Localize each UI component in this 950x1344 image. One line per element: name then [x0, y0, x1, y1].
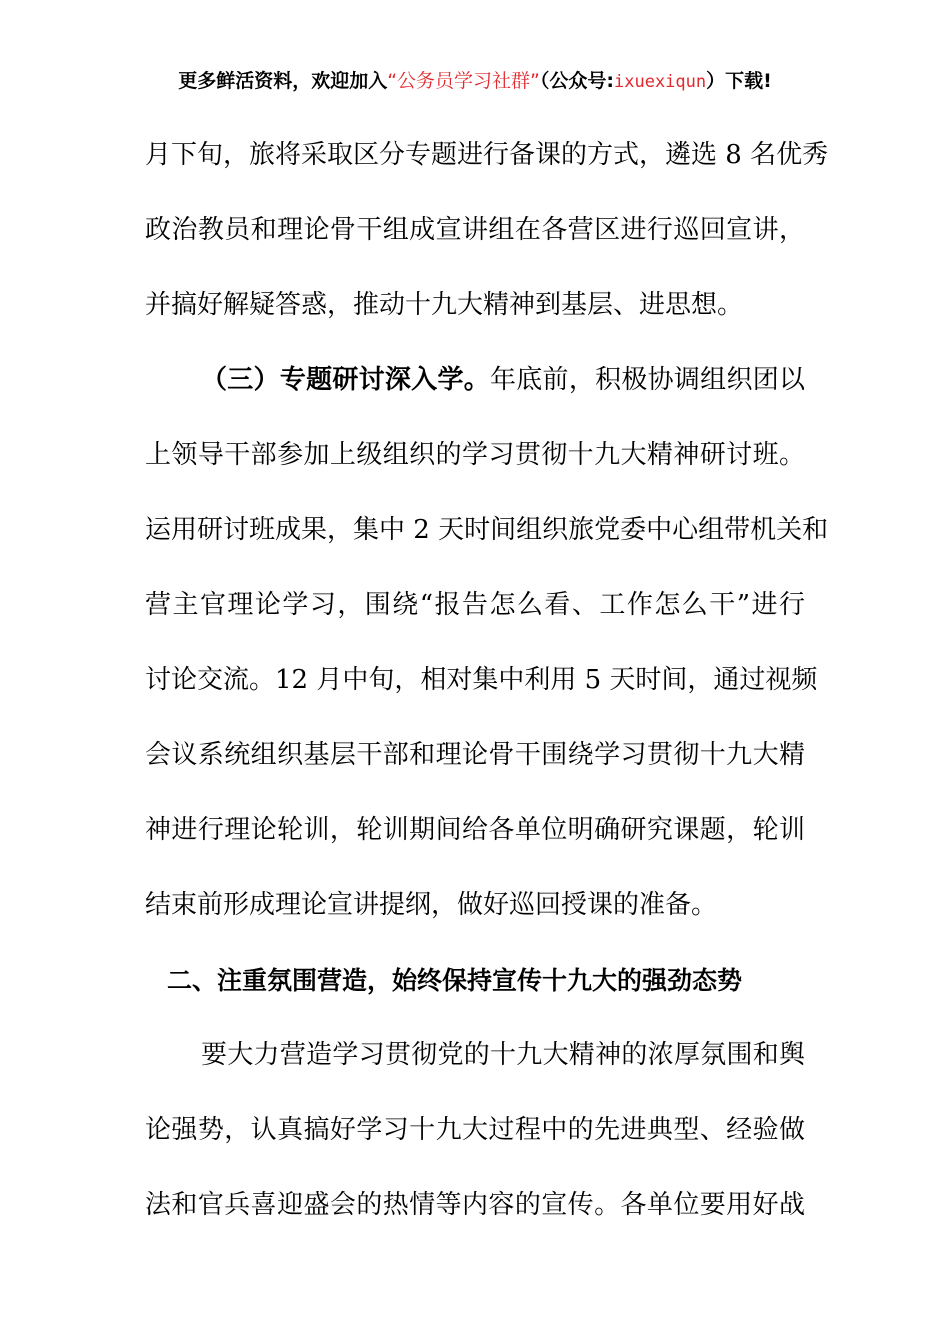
paragraph-line: 法和官兵喜迎盛会的热情等内容的宣传。各单位要用好战 — [145, 1190, 805, 1220]
paragraph-line: 结束前形成理论宣讲提纲，做好巡回授课的准备。 — [145, 890, 718, 920]
paragraph-line: 政治教员和理论骨干组成宣讲组在各营区进行巡回宣讲， — [145, 215, 805, 245]
section-heading-block — [145, 943, 805, 1018]
paragraph-line: 神进行理论轮训，轮训期间给各单位明确研究课题，轮训 — [145, 815, 805, 845]
paragraph-line: 运用研讨班成果，集中 2 天时间组织旅党委中心组带机关和 — [145, 515, 829, 545]
header-wechat-label: （公众号: — [539, 70, 614, 92]
paragraph-line: 上领导干部参加上级组织的学习贯彻十九大精神研讨班。 — [145, 440, 805, 470]
paragraph-line-rest: 年底前，积极协调组织团以 — [490, 365, 805, 395]
header-group-name: “公务员学习社群” — [387, 70, 540, 92]
paragraph-line: 月下旬，旅将采取区分专题进行备课的方式，遴选 8 名优秀 — [145, 140, 829, 170]
paragraph-line: 要大力营造学习贯彻党的十九大精神的浓厚氛围和舆 — [201, 1040, 805, 1070]
paragraph-3 — [145, 1018, 805, 1243]
header-suffix: ）下载! — [706, 70, 772, 92]
document-body — [145, 118, 829, 1243]
paragraph-1 — [145, 118, 829, 343]
paragraph-2 — [145, 343, 829, 943]
paragraph-line: 会议系统组织基层干部和理论骨干围绕学习贯彻十九大精 — [145, 740, 805, 770]
header-wechat-id: ixuexiqun — [614, 72, 707, 92]
paragraph-line: 营主官理论学习，围绕“报告怎么看、工作怎么干”进行 — [145, 590, 805, 620]
paragraph-line: 并搞好解疑答惑，推动十九大精神到基层、进思想。 — [145, 290, 744, 320]
header-banner — [0, 68, 950, 95]
paragraph-line: 论强势，认真搞好学习十九大过程中的先进典型、经验做 — [145, 1115, 805, 1145]
paragraph-line: 讨论交流。12 月中旬，相对集中利用 5 天时间，通过视频 — [145, 665, 818, 695]
subsection-lead: （三）专题研讨深入学。 — [201, 365, 490, 395]
paragraph-first-line — [145, 343, 805, 418]
section-heading: 二、注重氛围营造，始终保持宣传十九大的强劲态势 — [167, 966, 743, 995]
header-prefix: 更多鲜活资料，欢迎加入 — [178, 70, 388, 92]
